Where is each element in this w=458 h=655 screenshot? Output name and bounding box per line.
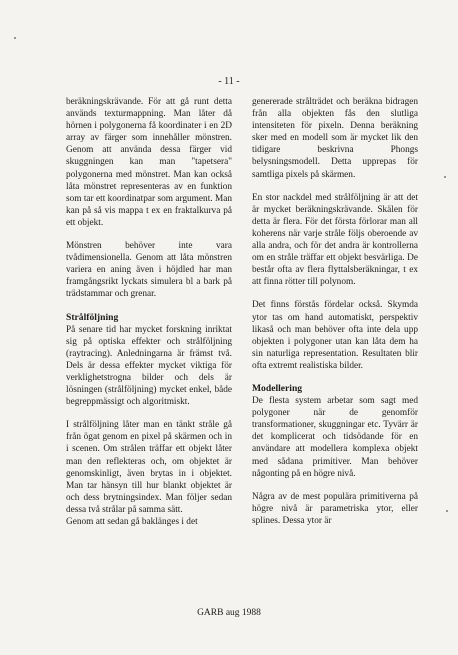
paragraph: På senare tid har mycket forskning inriktat sig på optiska effekter och strålföljning (raytracing). Anledningarna är främst två. Dels är dessa effekter mycket viktiga för verklighetstrogna bilder och dels är lösningen (strålföljning) mycket enkel, både begreppmässigt och algoritmiskt. (66, 324, 232, 408)
paragraph: I strålföljning låter man en tänkt stråle gå från ögat genom en pixel på skärmen och in i scenen. Om strålen träffar ett objekt låter man den reflekteras och, om objektet är genomskinligt, även brytas in i objektet. Man tar hänsyn till hur blankt objektet är och dess brytningsindex. Man följer sedan dessa två strålar på samma sätt. (66, 420, 232, 515)
scan-speck (14, 37, 16, 39)
paragraph: genererade strålträdet och beräkna bidragen från alla objekten fås den slutliga intensiteten för pixeln. Denna beräkning sker med en modell som är mycket lik den tidigare beskrivna Phongs belysningsmodell. Detta upprepas för samtliga pixels på skärmen. (252, 97, 418, 180)
paragraph: De flesta system arbetar som sagt med polygoner när de genomför transformationer, skuggningar etc. Tyvärr är det komplicerat och tidsödande för en användare att modellera komplexa objekt med sådana primitiver. Man behöver någonting på en högre nivå. (252, 396, 418, 479)
scan-speck (446, 510, 448, 512)
right-column (252, 96, 418, 538)
scan-speck (444, 176, 446, 178)
paragraph: beräkningskrävande. För att gå runt detta används texturmappning. Man låter då hörnen i polygonerna få koordinater i en 2D array av färger som innehåller mönstren. Genom att använda dessa färger vid skuggningen kan man "tapetsera" polygonerna med mönstret. Man kan också låta mönstret representeras av en funktion som tar ett koordinatpar som argument. Man kan på så vis mappa t ex en fraktalkurva på ett objekt. (66, 97, 232, 228)
section-heading: Strålföljning (66, 311, 119, 323)
section-heading: Modellering (252, 382, 303, 394)
page-footer: GARB aug 1988 (197, 608, 261, 618)
paragraph: Mönstren behöver inte vara tvådimensionella. Genom att låta mönstren variera en aning även i höjdled har man framgångsrikt lyckats simulera bl a bark på trädstammar och grenar. (66, 241, 232, 300)
paragraph: Genom att sedan gå baklänges i det (66, 517, 198, 527)
paragraph: Det finns förstås fördelar också. Skymda ytor tas om hand automatiskt, perspektiv likaså och man behöver ofta inte dela upp objekten i polygoner utan kan låta dem ha sin naturliga representation. Resultaten blir ofta extremt realistiska bilder. (252, 300, 418, 371)
left-column (66, 96, 232, 539)
paragraph: Några av de mest populära primitiverna på högre nivå är parametriska ytor, eller splines. Dessa ytor är (252, 491, 418, 526)
page-number: - 11 - (218, 76, 240, 87)
paragraph: En stor nackdel med strålföljning är att det är mycket beräkningskrävande. Skälen för detta är flera. För det första förlorar man all koherens när varje stråle följs oberoende av alla andra, och för det andra är kontrollerna om en stråle träffar ett objekt besvärliga. De består ofta av flera flyttalsberäkningar, t ex att finna rötter till polynom. (252, 192, 418, 288)
